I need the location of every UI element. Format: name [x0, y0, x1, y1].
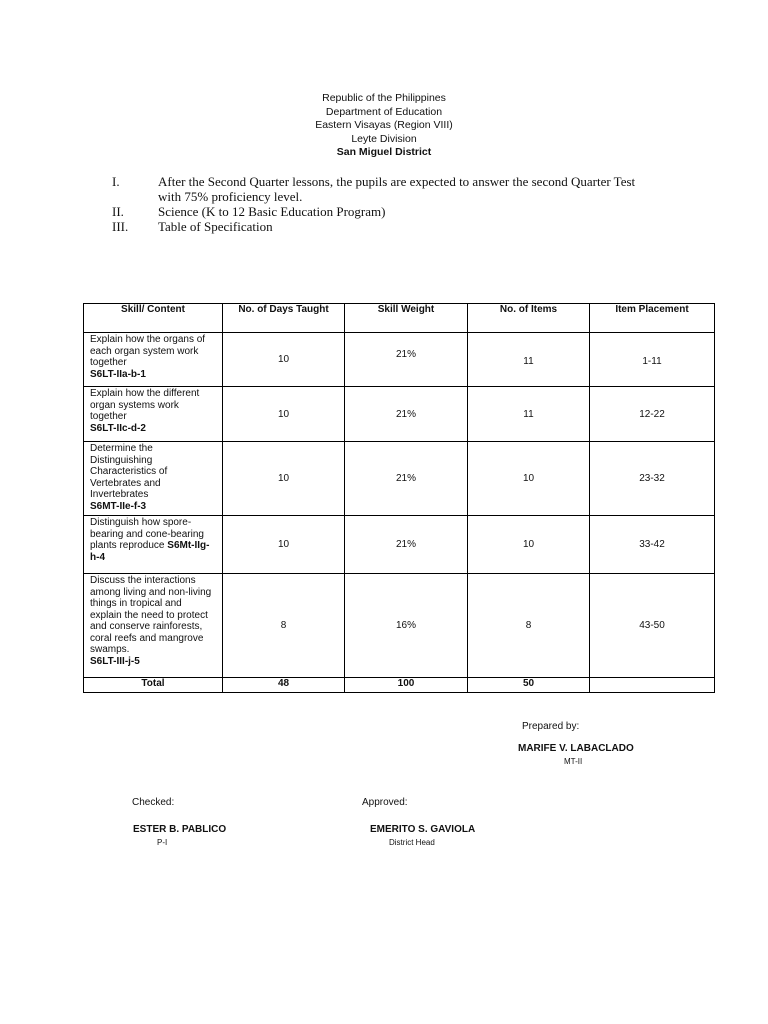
approved-by-name: EMERITO S. GAVIOLA — [370, 824, 476, 835]
total-placement — [590, 678, 715, 693]
days-cell: 8 — [223, 574, 345, 678]
item-number: I. — [112, 174, 120, 189]
total-weight: 100 — [345, 678, 468, 693]
skill-cell — [84, 387, 223, 442]
table-row — [84, 516, 715, 574]
header-line-district: San Miguel District — [336, 146, 432, 158]
placement-cell: 1-11 — [590, 333, 715, 387]
prepared-by-name: MARIFE V. LABACLADO — [518, 743, 634, 754]
placement-cell: 33-42 — [590, 516, 715, 574]
skill-text: Explain how the organs of each organ system work together — [90, 334, 206, 368]
days-cell: 10 — [223, 387, 345, 442]
skill-code: S6LT-III-j-5 — [90, 655, 140, 667]
checked-by-title: P-I — [157, 838, 168, 847]
column-header-weight: Skill Weight — [345, 304, 468, 333]
column-header-skill: Skill/ Content — [84, 304, 223, 333]
skill-code: S6MT-IIe-f-3 — [90, 500, 147, 512]
total-days: 48 — [223, 678, 345, 693]
placement-cell: 23-32 — [590, 442, 715, 516]
skill-cell — [84, 516, 223, 574]
skill-cell — [84, 442, 223, 516]
header-line-region: Eastern Visayas (Region VIII) — [315, 119, 453, 131]
objectives-list — [112, 174, 672, 234]
header-line-republic: Republic of the Philippines — [322, 92, 446, 104]
weight-cell: 21% — [345, 333, 468, 387]
table-row — [84, 442, 715, 516]
header-line-department: Department of Education — [325, 105, 443, 118]
list-item — [112, 219, 672, 234]
item-number: II. — [112, 204, 124, 219]
weight-cell: 21% — [345, 516, 468, 574]
weight-cell: 21% — [345, 442, 468, 516]
column-header-items: No. of Items — [468, 304, 590, 333]
total-items: 50 — [468, 678, 590, 693]
skill-code: S6LT-IIa-b-1 — [90, 368, 146, 380]
skill-code: S6LT-IIc-d-2 — [90, 422, 146, 434]
table-row — [84, 387, 715, 442]
list-item — [112, 174, 672, 204]
item-text: After the Second Quarter lessons, the pupils are expected to answer the second Quarter Test with 75% proficiency level. — [158, 174, 636, 204]
skill-text: Determine the Distinguishing Characteristics of Vertebrates and Invertebrates — [90, 443, 168, 500]
approved-by-label: Approved: — [362, 797, 408, 808]
column-header-placement: Item Placement — [590, 304, 715, 333]
weight-cell: 21% — [345, 387, 468, 442]
table-row — [84, 574, 715, 678]
skill-text: Discuss the interactions among living and non-living things in tropical and explain the need to protect and conserve rainforests, coral reefs and mangrove swamps. — [90, 575, 212, 655]
items-cell: 10 — [468, 442, 590, 516]
specification-table — [83, 303, 715, 693]
skill-code: S6Mt-IIg-h-4 — [90, 540, 210, 563]
approved-by-title: District Head — [389, 838, 435, 847]
total-label: Total — [84, 678, 223, 693]
placement-cell: 43-50 — [590, 574, 715, 678]
skill-text: Explain how the different organ systems work together — [90, 388, 200, 422]
prepared-by-label: Prepared by: — [522, 721, 580, 732]
item-text: Science (K to 12 Basic Education Program) — [158, 204, 386, 219]
skill-text: Distinguish how spore-bearing and cone-bearing plants reproduce — [90, 517, 204, 551]
table-total-row — [84, 678, 715, 693]
list-item — [112, 204, 672, 219]
items-cell: 8 — [468, 574, 590, 678]
checked-by-label: Checked: — [132, 797, 175, 808]
days-cell: 10 — [223, 516, 345, 574]
header-line-division: Leyte Division — [351, 132, 417, 145]
document-header — [0, 92, 768, 160]
item-text: Table of Specification — [158, 219, 273, 234]
days-cell: 10 — [223, 442, 345, 516]
table-row — [84, 333, 715, 387]
weight-cell: 16% — [345, 574, 468, 678]
placement-cell: 12-22 — [590, 387, 715, 442]
days-cell: 10 — [223, 333, 345, 387]
table-header-row — [84, 304, 715, 333]
items-cell: 10 — [468, 516, 590, 574]
skill-cell — [84, 574, 223, 678]
checked-by-name: ESTER B. PABLICO — [133, 824, 227, 835]
column-header-days: No. of Days Taught — [223, 304, 345, 333]
prepared-by-title: MT-II — [564, 757, 583, 766]
skill-cell — [84, 333, 223, 387]
items-cell: 11 — [468, 387, 590, 442]
items-cell: 11 — [468, 333, 590, 387]
item-number: III. — [112, 219, 129, 234]
